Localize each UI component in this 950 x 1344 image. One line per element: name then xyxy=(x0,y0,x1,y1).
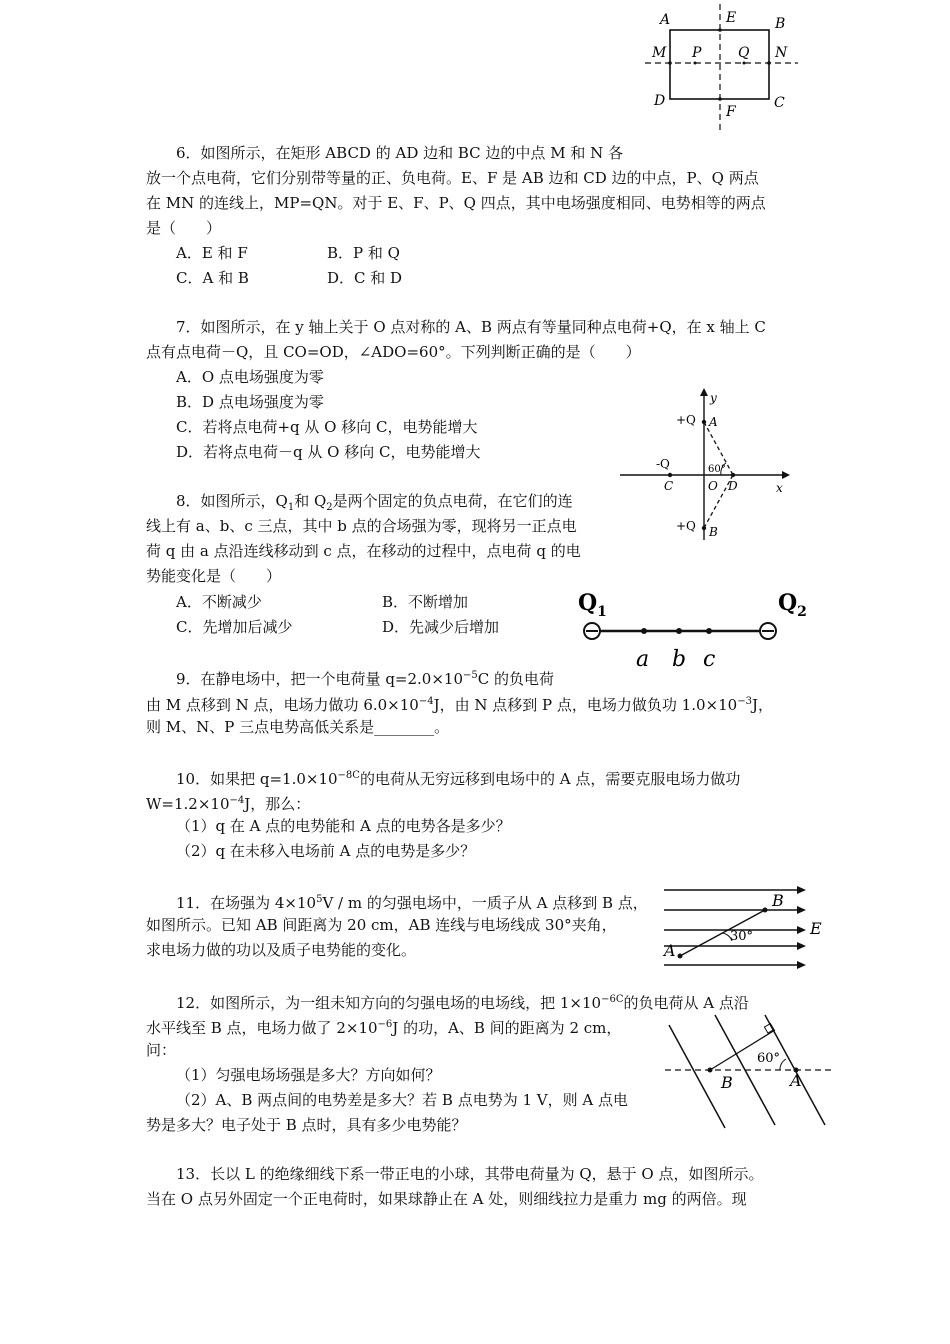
label-c: c xyxy=(703,647,716,672)
label-p: P xyxy=(692,45,702,61)
q8-option-c: C．先增加后减少 xyxy=(176,618,293,636)
q6-line4: 是（ ） xyxy=(146,219,222,237)
label-e: E xyxy=(726,10,737,26)
q8-line3: 荷 q 由 a 点沿连线移动到 c 点，在移动的过程中，点电荷 q 的电 xyxy=(146,542,581,560)
figure-uniform-field xyxy=(660,880,830,975)
q8-option-a: A．不断减少 xyxy=(176,593,262,611)
q7-option-d: D．若将点电荷－q 从 O 移向 C，电势能增大 xyxy=(176,443,481,461)
q6-option-c: C．A 和 B xyxy=(176,269,249,287)
q8-option-d: D．先减少后增加 xyxy=(382,618,500,636)
q10-line4: （2）q 在未移入电场前 A 点的电势是多少？ xyxy=(176,842,476,860)
label-y: y xyxy=(710,391,717,405)
label-d: D xyxy=(728,479,738,493)
q8-line2: 线上有 a、b、c 三点，其中 b 点的合场强为零，现将另一正点电 xyxy=(146,517,577,535)
q6-option-d: D．C 和 D xyxy=(327,269,403,287)
label-a: A xyxy=(709,415,718,429)
label-angle-30: 30° xyxy=(730,929,754,944)
q9-line3: 则 M、N、P 三点电势高低关系是________。 xyxy=(146,718,450,736)
q11-line1: 11．在场强为 $4\times 10^5V / m$ 的匀强电场中，一质子从 A 点移到 B 点， xyxy=(176,894,648,912)
q12-line2: 水平线至 B 点，电场力做了 $2\times 10^{-6}J$ 的功，A、B 间的距离为 2 cm， xyxy=(146,1019,622,1037)
q9-line1: 9．在静电场中，把一个电荷量 $q=2.0\times 10^{-5}C$ 的负电荷 xyxy=(176,670,554,688)
figure-charges-line xyxy=(570,580,815,675)
q6-line2: 放一个点电荷，它们分别带等量的正、负电荷。E、F 是 AB 边和 CD 边的中点，P、Q 两点 xyxy=(146,169,759,187)
label-plus-q-top: +Q xyxy=(676,413,696,427)
q7-option-c: C．若将点电荷+q 从 O 移向 C，电势能增大 xyxy=(176,418,478,436)
q12-line4: （1）匀强电场场强是多大？方向如何？ xyxy=(176,1066,441,1084)
label-a: A xyxy=(660,12,671,28)
q8-line1: 8．如图所示，$Q_1$和 $Q_2$是两个固定的负点电荷，在它们的连 xyxy=(176,492,573,513)
label-c: C xyxy=(774,95,785,111)
q8-option-b: B．不断增加 xyxy=(382,593,469,611)
label-f: F xyxy=(726,104,736,120)
label-a: A xyxy=(790,1071,802,1090)
q10-line2: $W=1.2\times 10^{-4}J$，那么： xyxy=(146,795,311,813)
q9-answer-blank[interactable]: ________ xyxy=(374,718,435,736)
q6-option-a: A．E 和 F xyxy=(176,244,248,262)
q6-option-b: B．P 和 Q xyxy=(327,244,400,262)
label-q2: $Q_2$ xyxy=(778,590,807,620)
label-angle-60: 60° xyxy=(708,464,726,475)
label-b: b xyxy=(672,647,687,672)
label-x: x xyxy=(776,481,783,495)
q7-option-b: B．D 点电场强度为零 xyxy=(176,393,324,411)
q10-line3: （1）q 在 A 点的电势能和 A 点的电势各是多少？ xyxy=(176,817,511,835)
label-b: B xyxy=(775,16,786,32)
q11-line3: 求电场力做的功以及质子电势能的变化。 xyxy=(146,941,417,959)
q12-line6: 势是多大？电子处于 B 点时，具有多少电势能？ xyxy=(146,1116,467,1134)
label-b: B xyxy=(721,1073,733,1092)
q12-line3: 问： xyxy=(146,1041,177,1059)
q12-line5: （2）A、B 两点间的电势差是多大？若 B 点电势为 1 V，则 A 点电 xyxy=(176,1091,629,1109)
label-minus-q: -Q xyxy=(656,457,670,471)
q13-line2: 当在 O 点另外固定一个正电荷时，如果球静止在 A 处，则细线拉力是重力 mg 的两倍。现 xyxy=(146,1190,747,1208)
label-b: B xyxy=(709,525,718,539)
label-e: E xyxy=(810,919,822,938)
q6-line3: 在 MN 的连线上，MP=QN。对于 E、F、P、Q 四点，其中电场强度相同、电势相等的两点 xyxy=(146,194,766,212)
q8-line4: 势能变化是（ ） xyxy=(146,567,282,585)
label-o: O xyxy=(708,479,718,493)
label-n: N xyxy=(775,45,788,61)
label-c: C xyxy=(664,479,674,493)
q7-line2: 点有点电荷－Q，且 CO=OD，∠ADO=60°。下列判断正确的是（ ） xyxy=(146,343,641,361)
label-m: M xyxy=(652,45,667,61)
q12-line1: 12．如图所示，为一组未知方向的匀强电场的电场线，把 $1\times 10^{-6C}$的负电荷从 A 点沿 xyxy=(176,994,749,1012)
q11-line2: 如图所示。已知 AB 间距离为 20 cm，AB 连线与电场线成 30°夹角， xyxy=(146,916,617,934)
figure-axes-charges xyxy=(618,380,798,550)
figure-rectangle-abcd xyxy=(640,0,810,135)
label-b: B xyxy=(772,891,784,910)
figure-slanted-field-lines xyxy=(665,1010,840,1135)
q10-line1: 10．如果把 $q=1.0\times 10^{-8C}$的电荷从无穷远移到电场中的 A 点，需要克服电场力做功 xyxy=(176,770,741,788)
label-a: a xyxy=(636,647,650,672)
label-d: D xyxy=(654,93,666,109)
label-plus-q-bottom: +Q xyxy=(676,519,696,533)
q13-line1: 13．长以 L 的绝缘细线下系一带正电的小球，其带电荷量为 Q，悬于 O 点，如图所示。 xyxy=(176,1165,764,1183)
label-a: A xyxy=(664,941,676,960)
q7-line1: 7．如图所示，在 y 轴上关于 O 点对称的 A、B 两点有等量同种点电荷+Q，在 x 轴上 C xyxy=(176,318,766,336)
label-q: Q xyxy=(738,45,750,61)
label-q1: $Q_1$ xyxy=(578,590,607,620)
q7-option-a: A．O 点电场强度为零 xyxy=(176,368,324,386)
q9-line2: 由 M 点移到 N 点，电场力做功 $6.0\times 10^{-4}J$，由 N 点移到 P 点，电场力做负功 $1.0\times 10^{-3}J$， xyxy=(146,696,773,714)
q6-line1: 6．如图所示，在矩形 ABCD 的 AD 边和 BC 边的中点 M 和 N 各 xyxy=(176,144,623,162)
label-angle-60: 60° xyxy=(757,1051,781,1066)
